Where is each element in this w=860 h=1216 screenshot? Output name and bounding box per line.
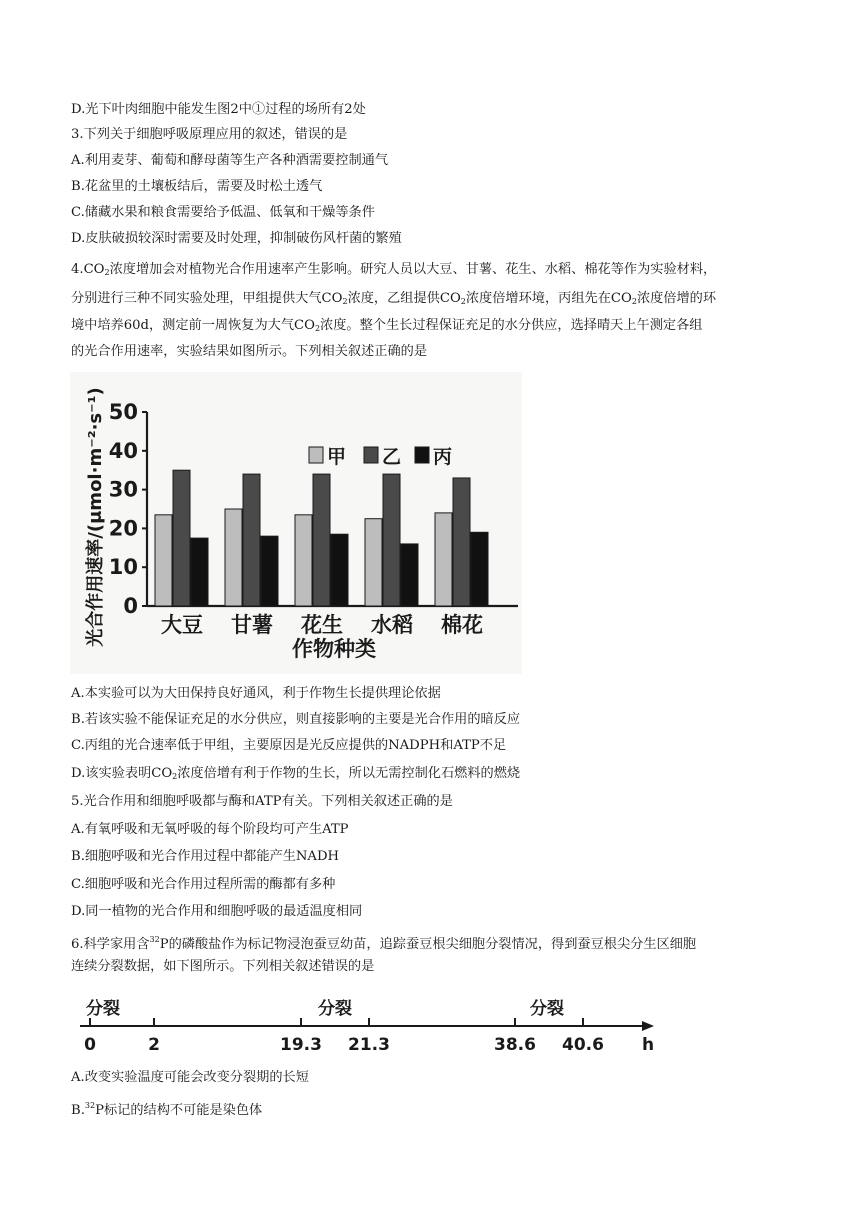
timeline-tick-label: 19.3	[280, 1035, 322, 1052]
legend-label: 乙	[382, 446, 402, 468]
photosynthesis-bar-chart	[70, 372, 522, 674]
q3-stem: 3.下列关于细胞呼吸原理应用的叙述，错误的是	[71, 127, 348, 142]
q4-stem-line-2: 分别进行三种不同实验处理，甲组提供大气$CO_2$浓度，乙组提供$CO_2$浓度倍增环境，丙组先在$CO_2$浓度倍增的环	[71, 291, 717, 306]
q6-option-b: B.$^{32}$P标记的结构不可能是染色体	[71, 1101, 263, 1118]
q5-option-b: B.细胞呼吸和光合作用过程中都能产生NADH	[71, 849, 340, 864]
x-category-label: 大豆	[161, 613, 203, 637]
q4-stem-line-1: $4.CO_2$浓度增加会对植物光合作用速率产生影响。研究人员以大豆、甘薯、花生、水稻、棉花等作为实验材料，	[71, 262, 717, 277]
division-label-3: 分裂	[530, 999, 564, 1019]
x-category-label: 棉花	[441, 613, 483, 637]
bar-乙	[453, 478, 470, 606]
timeline-unit: h	[642, 1035, 655, 1052]
bar-丙	[401, 544, 418, 606]
legend-label: 甲	[327, 446, 347, 468]
y-tick-label: 10	[108, 555, 138, 580]
cell-cycle-timeline	[70, 990, 670, 1052]
bar-甲	[295, 515, 312, 606]
y-tick-label: 40	[108, 438, 138, 463]
y-tick-label: 50	[108, 400, 138, 424]
bar-乙	[313, 474, 330, 606]
q6-option-a: A.改变实验温度可能会改变分裂期的长短	[71, 1070, 309, 1085]
bar-丙	[331, 534, 348, 606]
q4-stem-line-4: 的光合作用速率，实验结果如图所示。下列相关叙述正确的是	[71, 344, 428, 359]
bar-甲	[155, 515, 172, 606]
bar-乙	[383, 474, 400, 606]
q5-option-d: D.同一植物的光合作用和细胞呼吸的最适温度相同	[71, 904, 363, 919]
q6-stem-line-1: 6.科学家用含$^{32}$P的磷酸盐作为标记物浸泡蚕豆幼苗，追踪蚕豆根尖细胞分裂情况，得到蚕豆根尖分生区细胞	[71, 935, 697, 952]
division-label-1: 分裂	[86, 999, 120, 1019]
x-category-label: 水稻	[371, 613, 413, 637]
bar-丙	[261, 536, 278, 606]
bar-乙	[243, 474, 260, 606]
q4-option-c: C.丙组的光合速率低于甲组，主要原因是光反应提供的NADPH和ATP不足	[71, 738, 507, 753]
q5-stem: 5.光合作用和细胞呼吸都与酶和ATP有关。下列相关叙述正确的是	[71, 794, 453, 809]
q3-option-b: B.花盆里的土壤板结后，需要及时松土透气	[71, 179, 323, 194]
legend-swatch	[364, 447, 378, 463]
x-axis-label: 作物种类	[292, 637, 376, 661]
q5-option-a: A.有氧呼吸和无氧呼吸的每个阶段均可产生ATP	[71, 822, 349, 837]
q4-option-b: B.若该实验不能保证充足的水分供应，则直接影响的主要是光合作用的暗反应	[71, 712, 521, 727]
y-tick-label: 0	[123, 594, 138, 618]
timeline-tick-label: 21.3	[348, 1035, 390, 1052]
q3-option-d: D.皮肤破损较深时需要及时处理，抑制破伤风杆菌的繁殖	[71, 231, 402, 246]
bar-甲	[225, 509, 242, 606]
q3-option-c: C.储藏水果和粮食需要给予低温、低氧和干燥等条件	[71, 205, 375, 220]
x-category-label: 甘薯	[231, 613, 273, 637]
y-axis-label: 光合作用速率/(μmol·m⁻²·s⁻¹)	[85, 387, 106, 647]
bar-丙	[191, 538, 208, 606]
timeline-tick-label: 2	[148, 1035, 160, 1052]
y-tick-label: 30	[108, 477, 138, 502]
q4-stem-line-3: 境中培养60d，测定前一周恢复为大气$CO_2$浓度。整个生长过程保证充足的水分供应，选择晴天上午测定各组	[71, 318, 703, 333]
q2-option-d: D.光下叶肉细胞中能发生图2中①过程的场所有2处	[71, 102, 366, 117]
timeline-svg	[70, 990, 670, 1052]
q6-stem-line-2: 连续分裂数据，如下图所示。下列相关叙述错误的是	[71, 959, 375, 974]
division-label-2: 分裂	[318, 999, 352, 1019]
timeline-tick-label: 38.6	[494, 1035, 536, 1052]
timeline-tick-label: 0	[84, 1035, 96, 1052]
q3-option-a: A.利用麦芽、葡萄和酵母菌等生产各种酒需要控制通气	[71, 153, 389, 168]
bar-丙	[471, 532, 488, 606]
legend-swatch	[415, 447, 429, 463]
timeline-tick-label: 40.6	[562, 1035, 604, 1052]
q4-option-d: D.该实验表明$CO_2$浓度倍增有利于作物的生长，所以无需控制化石燃料的燃烧	[71, 766, 521, 781]
chart-svg	[70, 372, 522, 674]
bar-甲	[365, 519, 382, 606]
y-tick-label: 20	[108, 516, 138, 541]
q4-option-a: A.本实验可以为大田保持良好通风，利于作物生长提供理论依据	[71, 686, 441, 701]
legend-swatch	[309, 447, 323, 463]
bar-乙	[173, 470, 190, 606]
legend-label: 丙	[433, 446, 453, 468]
q5-option-c: C.细胞呼吸和光合作用过程所需的酶都有多种	[71, 877, 336, 892]
x-category-label: 花生	[301, 613, 343, 637]
timeline-arrowhead	[642, 1021, 654, 1031]
bar-甲	[435, 513, 452, 606]
